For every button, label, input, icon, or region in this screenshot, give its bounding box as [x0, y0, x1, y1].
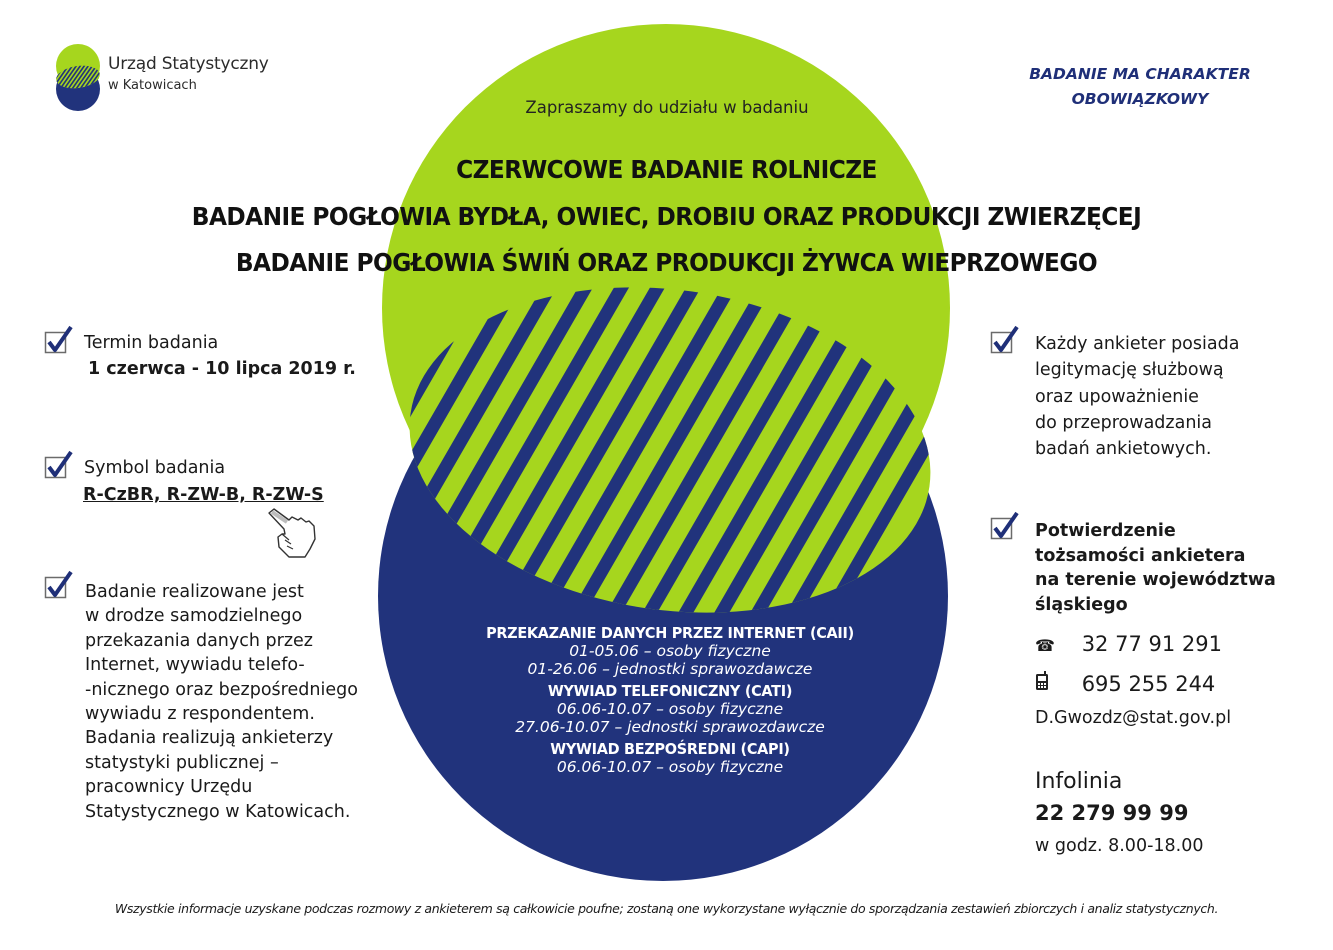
mandatory-notice-line1: BADANIE MA CHARAKTER — [1029, 65, 1251, 83]
checkbox-checked-icon — [44, 325, 70, 351]
mobile-phone-icon — [1035, 671, 1055, 695]
section-title-cati: WYWIAD TELEFONICZNY (CATI) — [547, 682, 793, 700]
mandatory-notice-line2: OBOWIĄZKOWY — [1071, 90, 1209, 108]
checkbox-checked-icon — [44, 450, 70, 476]
infoline-label: Infolinia — [1035, 769, 1123, 794]
overlapping-circles-logo-icon — [52, 42, 104, 112]
phone-number[interactable]: 32 77 91 291 — [1081, 632, 1222, 656]
headline-1: CZERWCOWE BADANIE ROLNICZE — [456, 155, 877, 184]
collection-methods: PRZEKAZANIE DANYCH PRZEZ INTERNET (CAII) 01-05.06 – osoby fizyczne 01-26.06 – jednostki sprawozdawcze WYWIAD TELEFONICZNY (CATI) 06.06-10.07 – osoby fizyczne 27.06-10.07 – jednostki sprawozdawcze WYWIAD BEZPOŚREDNI (CAPI) 06.06-10.07 – osoby fizyczne — [420, 624, 920, 776]
section-title-capi: WYWIAD BEZPOŚREDNI (CAPI) — [550, 740, 790, 758]
invite-text: Zapraszamy do udziału w badaniu — [525, 98, 809, 117]
headline-2: BADANIE POGŁOWIA BYDŁA, OWIEC, DROBIU ORAZ PRODUKCJI ZWIERZĘCEJ — [191, 202, 1142, 231]
identity-confirmation-heading: Potwierdzenie tożsamości ankietera na terenie województwa śląskiego — [1035, 521, 1276, 615]
checkbox-checked-icon — [990, 325, 1016, 351]
symbol-label: Symbol badania — [84, 458, 226, 478]
mobile-row — [1035, 671, 1215, 696]
infoline-hours: w godz. 8.00-18.00 — [1035, 836, 1204, 856]
interviewer-id-info: Każdy ankieter posiada legitymację służbową oraz upoważnienie do przeprowadzania badań ankietowych. — [1035, 334, 1240, 460]
checkbox-checked-icon — [990, 511, 1016, 537]
section-title-caii: PRZEKAZANIE DANYCH PRZEZ INTERNET (CAII) — [486, 624, 854, 642]
symbol-value-link[interactable]: R-CzBR, R-ZW-B, R-ZW-S — [83, 485, 324, 505]
method-description: Badanie realizowane jest w drodze samodzielnego przekazania danych przez Internet, wywiadu telefo- -nicznego oraz bezpośredniego wywiadu z respondentem. Badania realizują ankieterzy statystyki publicznej – pracownicy Urzędu Statystycznego w Katowicach. — [85, 582, 358, 822]
term-value: 1 czerwca - 10 lipca 2019 r. — [88, 359, 356, 379]
mandatory-notice — [990, 62, 1290, 112]
hand-pointer-icon — [265, 507, 321, 563]
logo — [52, 42, 292, 112]
infoline-number[interactable]: 22 279 99 99 — [1035, 801, 1189, 825]
logo-title: Urząd Statystyczny — [108, 54, 269, 74]
logo-subtitle: w Katowicach — [108, 78, 197, 93]
telephone-icon: ☎ — [1035, 636, 1055, 655]
checkbox-checked-icon — [44, 570, 70, 596]
email-link[interactable]: D.Gwozdz@stat.gov.pl — [1035, 708, 1232, 728]
term-label: Termin badania — [84, 333, 219, 353]
phone-row — [1035, 632, 1222, 656]
mobile-number[interactable]: 695 255 244 — [1081, 672, 1216, 696]
headline-3: BADANIE POGŁOWIA ŚWIŃ ORAZ PRODUKCJI ŻYWCA WIEPRZOWEGO — [235, 248, 1098, 277]
confidentiality-footer: Wszystkie informacje uzyskane podczas rozmowy z ankieterem są całkowicie poufne; zostaną one wykorzystane wyłącznie do sporządzania zestawień zbiorczych i analiz statystycznych. — [114, 901, 1219, 916]
